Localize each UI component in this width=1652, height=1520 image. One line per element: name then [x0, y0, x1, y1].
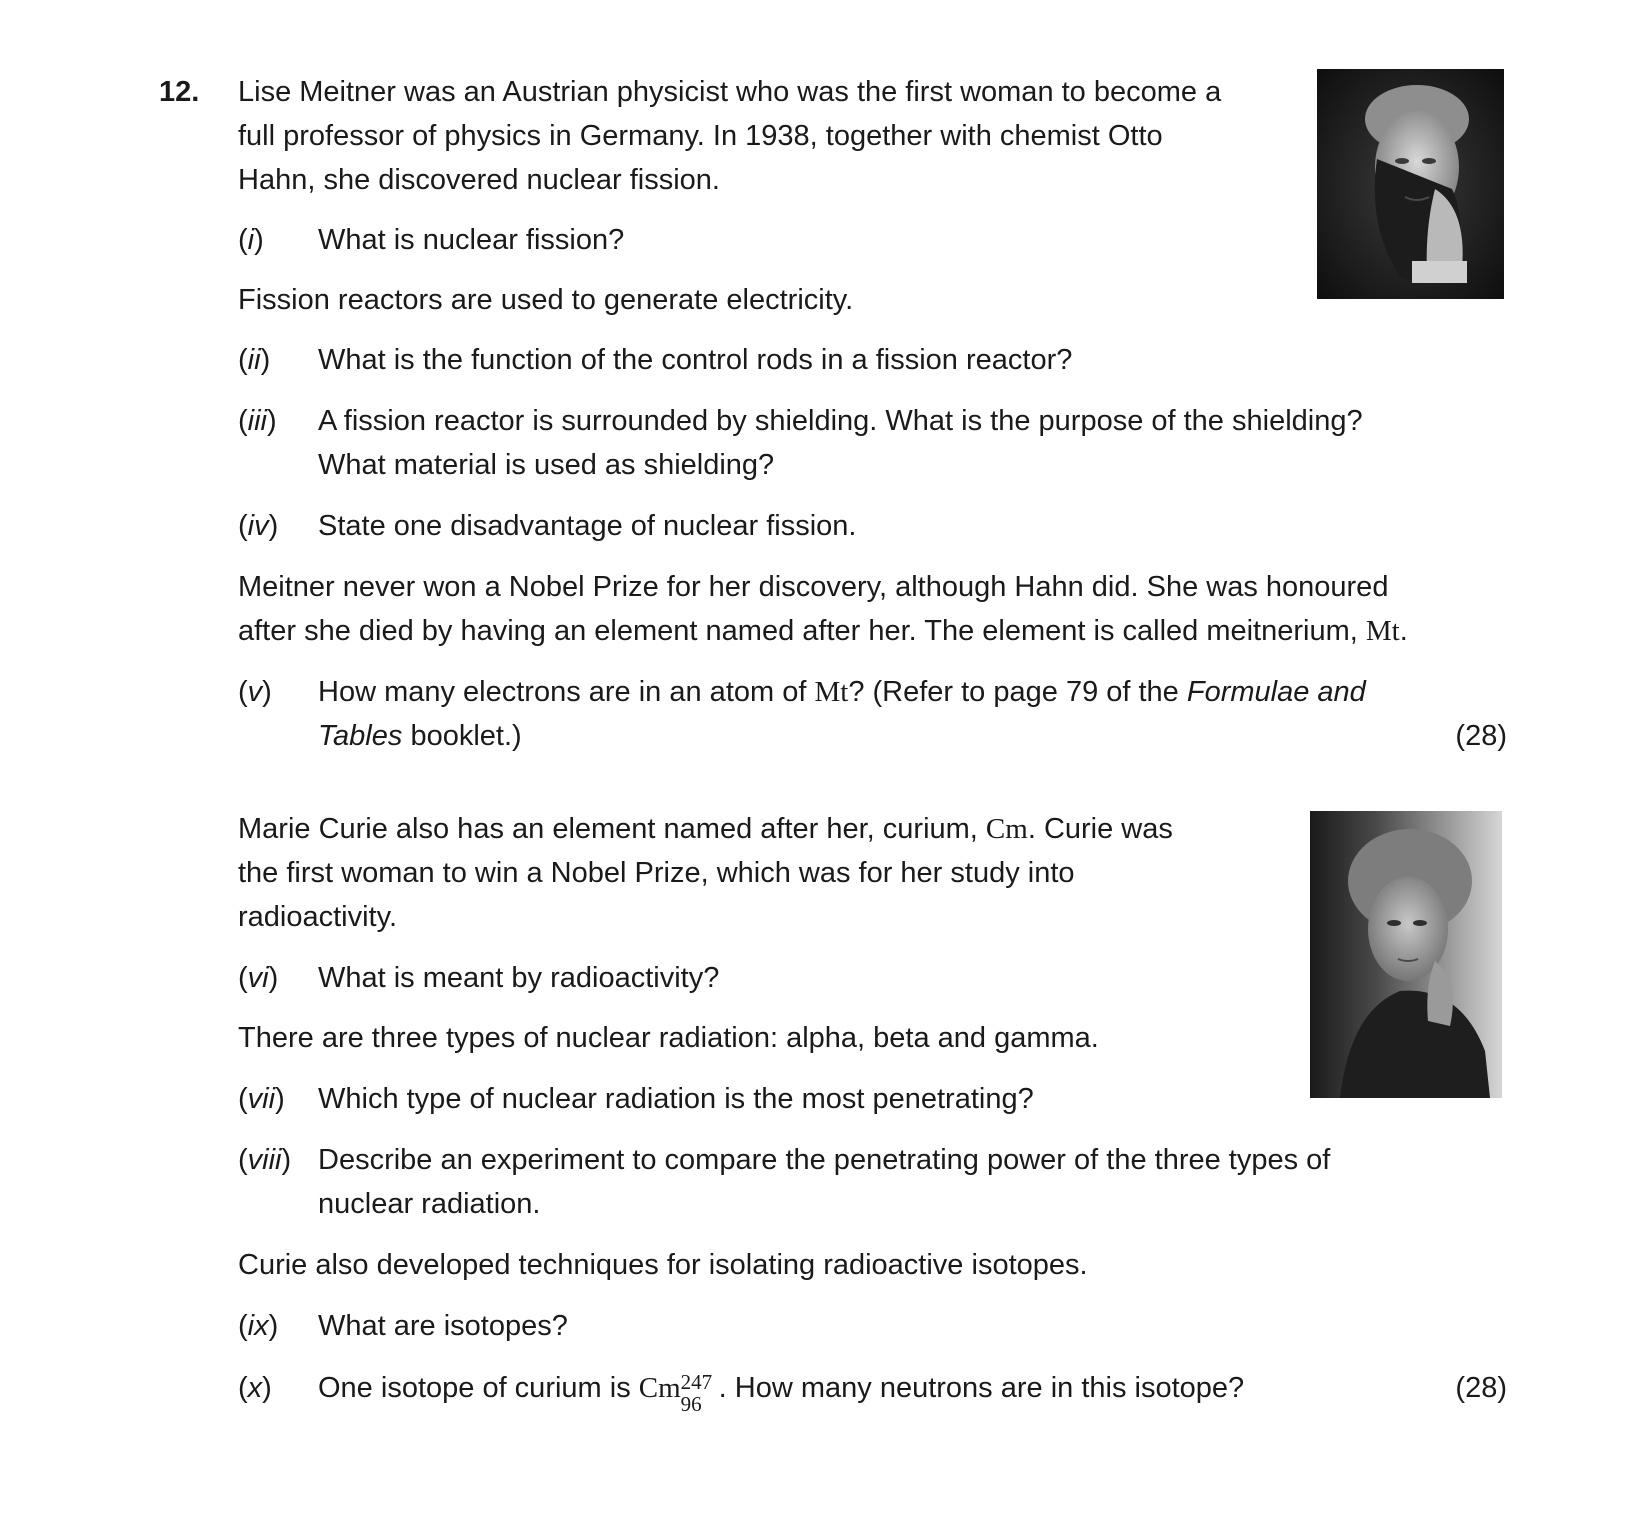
- part-viii-label: (viii): [238, 1144, 292, 1176]
- part-viii-text-1: Describe an experiment to compare the penetrating power of the three types of: [318, 1144, 1331, 1176]
- element-symbol-mt: Mt: [1365, 615, 1400, 647]
- part-i-label: (i): [238, 224, 264, 256]
- curie-line-1a: Marie Curie also has an element named after her, curium,: [238, 813, 986, 845]
- part-vii-numeral: vii: [247, 1083, 276, 1115]
- part-x-text: [318, 1370, 1245, 1416]
- marks-first: (28): [1455, 720, 1507, 752]
- meitner-photo: [1317, 69, 1504, 299]
- part-i-text: What is nuclear fission?: [318, 224, 625, 256]
- part-x-numeral: x: [247, 1372, 263, 1404]
- intro-line-1: Lise Meitner was an Austrian physicist who was the first woman to become a: [238, 76, 1222, 108]
- part-v-label: (v): [238, 676, 272, 708]
- part-v-symbol: Mt: [814, 676, 849, 708]
- intro-line-3: Hahn, she discovered nuclear fission.: [238, 164, 720, 196]
- isotope-notation: [680, 1370, 719, 1416]
- part-ix-text: What are isotopes?: [318, 1310, 568, 1342]
- part-v-ref-a: Formulae and: [1186, 676, 1366, 708]
- part-iv-text: State one disadvantage of nuclear fission.: [318, 510, 857, 542]
- mass-number: 247: [680, 1370, 713, 1394]
- part-ii-numeral: ii: [247, 344, 261, 376]
- stem-radiation: There are three types of nuclear radiation: alpha, beta and gamma.: [238, 1022, 1099, 1054]
- part-x-text-a: One isotope of curium is: [318, 1372, 639, 1404]
- part-ii-text: What is the function of the control rods in a fission reactor?: [318, 344, 1073, 376]
- part-x-symbol: Cm: [638, 1372, 681, 1404]
- part-iii-text-2: What material is used as shielding?: [318, 449, 775, 481]
- part-vi-numeral: vi: [247, 962, 269, 994]
- part-vi-text: What is meant by radioactivity?: [318, 962, 720, 994]
- part-iii-numeral: iii: [247, 405, 268, 437]
- stem-nobel-text: after she died by having an element named after her. The element is called meitnerium,: [238, 615, 1366, 647]
- part-iii-text-1: A fission reactor is surrounded by shielding. What is the purpose of the shielding?: [318, 405, 1363, 437]
- element-symbol-cm: Cm: [985, 813, 1028, 845]
- curie-line-1: [238, 812, 1173, 846]
- part-x-text-b: . How many neutrons are in this isotope?: [718, 1372, 1245, 1404]
- question-number: 12.: [159, 76, 200, 108]
- stem-nobel-line-1: Meitner never won a Nobel Prize for her discovery, although Hahn did. She was honoured: [238, 571, 1389, 603]
- stem-isotopes: Curie also developed techniques for isolating radioactive isotopes.: [238, 1249, 1088, 1281]
- part-v-ref-b: Tables: [318, 720, 403, 752]
- part-v-numeral: v: [247, 676, 263, 708]
- part-viii-text-2: nuclear radiation.: [318, 1188, 541, 1220]
- part-viii-numeral: viii: [247, 1144, 282, 1176]
- part-x-label: (x): [238, 1372, 272, 1404]
- part-ii-label: (ii): [238, 344, 271, 376]
- part-v-text-a: How many electrons are in an atom of: [318, 676, 815, 708]
- marks-second: (28): [1455, 1372, 1507, 1404]
- part-iii-label: (iii): [238, 405, 277, 437]
- curie-line-3: radioactivity.: [238, 901, 398, 933]
- part-iv-numeral: iv: [247, 510, 269, 542]
- part-i-numeral: i: [247, 224, 255, 256]
- part-v-text-b: ? (Refer to page 79 of the: [848, 676, 1187, 708]
- part-ix-label: (ix): [238, 1310, 279, 1342]
- stem-reactors: Fission reactors are used to generate electricity.: [238, 284, 854, 316]
- stem-nobel-period: .: [1399, 615, 1408, 647]
- intro-line-2: full professor of physics in Germany. In 1938, together with chemist Otto: [238, 120, 1163, 152]
- atomic-number: 96: [680, 1392, 702, 1416]
- part-vii-text: Which type of nuclear radiation is the most penetrating?: [318, 1083, 1034, 1115]
- part-vii-label: (vii): [238, 1083, 285, 1115]
- part-v-text-c: booklet.): [402, 720, 522, 752]
- curie-line-2: the first woman to win a Nobel Prize, which was for her study into: [238, 857, 1075, 889]
- part-v-text-2: [318, 719, 522, 753]
- part-ix-numeral: ix: [247, 1310, 269, 1342]
- curie-line-1b: . Curie was: [1027, 813, 1173, 845]
- stem-nobel-line-2: [238, 614, 1408, 648]
- part-v-text-1: [318, 675, 1366, 709]
- part-iv-label: (iv): [238, 510, 279, 542]
- part-vi-label: (vi): [238, 962, 279, 994]
- curie-photo: [1310, 811, 1502, 1098]
